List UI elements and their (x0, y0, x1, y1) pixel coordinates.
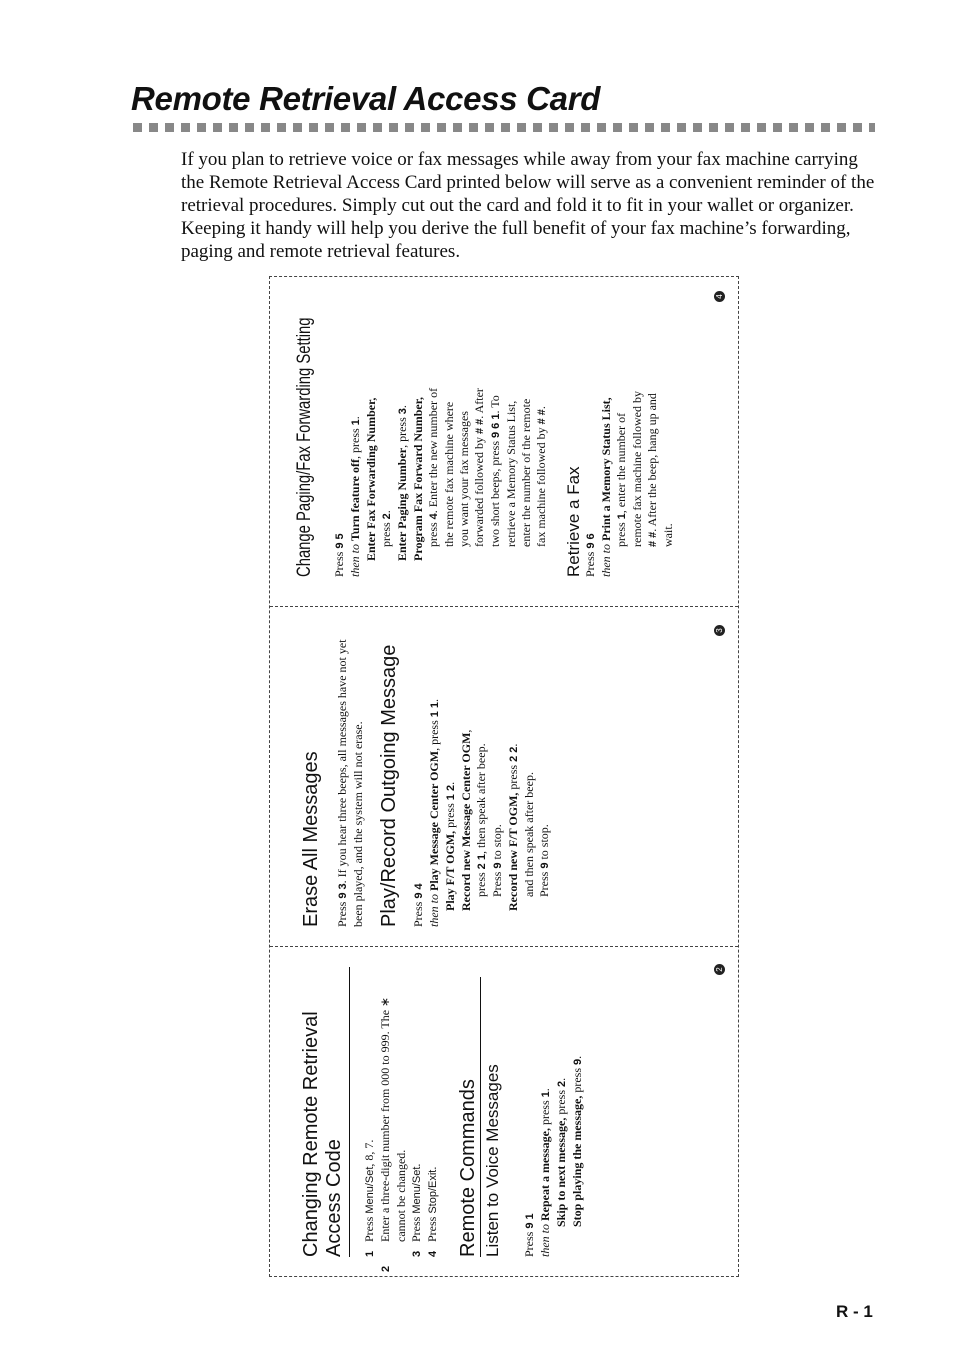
fwd-line-d2: press 4. Enter the new number of the remote fax machine where you want your fax messages forwarded followed by # #. After two short beeps, press 9 6 1. To retrieve a Memory Status List, enter the number of the remote fax machine followed by # #. (426, 387, 548, 547)
panel-3-badge: 3 (714, 625, 725, 636)
forwarding-heading: Change Paging/Fax Forwarding Setting (294, 317, 315, 577)
step-4: 4Press Stop/Exit. (425, 1166, 439, 1257)
step-3: 3Press Menu/Set. (409, 1163, 423, 1257)
step-1: 1Press Menu/Set, 8, 7. (362, 1139, 376, 1257)
fwd-line-b2: press 2. (379, 510, 393, 547)
rtv-line-e: then to Print a Memory Status List, (599, 397, 613, 577)
forwarding-commands (332, 305, 550, 577)
ogm-line-1: then to Play Message Center OGM, press 1 1. (427, 698, 441, 927)
dotted-rule (133, 123, 875, 132)
panel-forwarding-retrieve (294, 305, 676, 577)
intro-paragraph: If you plan to retrieve voice or fax messages while away from your fax machine carrying the Remote Retrieval Access Card printed below will serve as a convenient reminder of the retrieval procedures. Simply cut out the card and fold it to fit in your wallet or organizer. Keeping it handy will help you derive the full benefit of your fax machine’s forwarding, paging and remote retrieval features. (181, 149, 875, 262)
play-record-heading: Play/Record Outgoing Message (378, 644, 400, 927)
rtv-press: Press 9 6 (583, 533, 597, 577)
panel-2-badge: 2 (714, 964, 725, 975)
fold-line-bottom (270, 946, 738, 947)
panel-change-access-code (300, 967, 586, 1272)
ogm-press: Press 9 4 (411, 883, 425, 927)
ogm-line-4: Record new F/T OGM, press 2 2. (506, 743, 520, 911)
repeat-line: then to Repeat a message, press 1. (538, 1088, 552, 1257)
access-card (269, 276, 739, 1277)
ogm-commands (411, 607, 553, 927)
retrieve-fax-heading: Retrieve a Fax (564, 466, 583, 577)
erase-text: Press 9 3. If you hear three beeps, all messages have not yet been played, and the system will not erase. (335, 639, 365, 927)
listen-commands (522, 967, 586, 1257)
step-2: 2Enter a three-digit number from 000 to 999. The ∗ cannot be changed. (378, 996, 408, 1272)
retrieve-commands (583, 305, 676, 577)
steps-list (362, 967, 441, 1272)
fwd-press: Press 9 5 (332, 533, 346, 577)
ogm-line-3: Record new Message Center OGM, (459, 729, 473, 911)
stop-line: Stop playing the message, press 9. (570, 1055, 584, 1227)
page-title: Remote Retrieval Access Card (131, 80, 601, 117)
fwd-line-d: Program Fax Forward Number, (411, 397, 425, 561)
fwd-line-a: then to Turn feature off, press 1. (348, 416, 362, 577)
listen-voice-heading: Listen to Voice Messages (480, 977, 502, 1257)
erase-heading: Erase All Messages (300, 751, 322, 927)
ogm-line-2: Play F/T OGM, press 1 2. (443, 781, 457, 911)
rtv-line-e2: press 1, enter the number of remote fax machine followed by # #. After the beep, hang up and wait. (614, 391, 675, 547)
ogm-line-4c: Press 9 to stop. (537, 824, 551, 897)
press-line: Press 9 1 (522, 1213, 536, 1257)
ogm-line-3b: press 2 1, then speak after beep. (474, 743, 488, 897)
fwd-line-b: Enter Fax Forwarding Number, (364, 397, 378, 561)
panel-4-badge: 4 (714, 291, 725, 302)
page-number: R - 1 (836, 1302, 873, 1321)
skip-line: Skip to next message, press 2. (554, 1077, 568, 1227)
ogm-line-4b: and then speak after beep. (522, 772, 536, 897)
panel-erase-play-record (300, 607, 553, 927)
fwd-line-c: Enter Paging Number, press 3. (395, 405, 409, 561)
panel2-heading: Changing Remote Retrieval Access Code (300, 967, 350, 1257)
ogm-line-3c: Press 9 to stop. (490, 824, 504, 897)
remote-commands-heading: Remote Commands (457, 1079, 479, 1257)
